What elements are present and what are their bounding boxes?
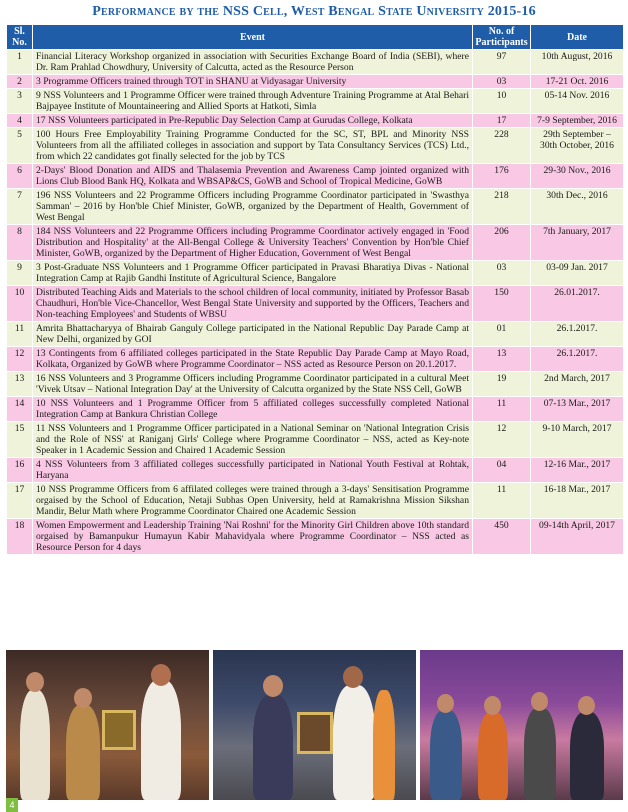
header-participants: No. of Participants — [473, 25, 531, 50]
row-number: 7 — [7, 189, 33, 225]
row-participants: 13 — [473, 347, 531, 372]
page-number: 4 — [6, 798, 18, 812]
row-date: 07-13 Mar., 2017 — [531, 397, 624, 422]
event-photo-1 — [6, 650, 209, 800]
row-number: 3 — [7, 89, 33, 114]
row-event: Financial Literacy Workshop organized in association with Securities Exchange Board of India (SEBI), where Dr. Ram Prahlad Chowdhury, University of Calcutta, acted as the Resource Person — [33, 50, 473, 75]
row-participants: 10 — [473, 89, 531, 114]
row-number: 1 — [7, 50, 33, 75]
row-date: 29-30 Nov., 2016 — [531, 164, 624, 189]
row-event: 3 Post-Graduate NSS Volunteers and 1 Programme Officer participated in Pravasi Bharatiya Divas - National Integration Camp at Rajib Gandhi Institute of Agricultural Science, Bangalore — [33, 261, 473, 286]
table-row — [7, 114, 624, 128]
row-participants: 206 — [473, 225, 531, 261]
row-date: 16-18 Mar., 2017 — [531, 483, 624, 519]
row-number: 8 — [7, 225, 33, 261]
row-number: 9 — [7, 261, 33, 286]
page-title: Performance by the NSS Cell, West Bengal State University 2015-16 — [92, 4, 536, 19]
row-number: 15 — [7, 422, 33, 458]
row-participants: 450 — [473, 519, 531, 555]
row-event: 196 NSS Volunteers and 22 Programme Officers including Programme Coordinator participated in 'Swasthya Samman' – 2016 by Hon'ble Chief Minister, GoWB, organized by the Department of Health, Government of West Bengal — [33, 189, 473, 225]
row-event: 13 Contingents from 6 affiliated colleges participated in the State Republic Day Parade Camp at Mayo Road, Kolkata, Organized by GoWB where Programme Coordinator – NSS acted as Resource Person on 20.1.2017. — [33, 347, 473, 372]
row-number: 16 — [7, 458, 33, 483]
table-row — [7, 286, 624, 322]
table-row — [7, 128, 624, 164]
row-date: 30th Dec., 2016 — [531, 189, 624, 225]
row-date: 26.1.2017. — [531, 322, 624, 347]
row-event: 2-Days' Blood Donation and AIDS and Thalasemia Prevention and Awareness Camp jointed organized with Lions Club Blood Bank HQ, Kolkata and WBSAP&CS, GoWB and School of Tropical Medicine, GoWB — [33, 164, 473, 189]
row-number: 18 — [7, 519, 33, 555]
table-row — [7, 519, 624, 555]
table-row — [7, 458, 624, 483]
table-row — [7, 225, 624, 261]
header-sl-no: Sl. No. — [7, 25, 33, 50]
row-date: 7th January, 2017 — [531, 225, 624, 261]
table-row — [7, 89, 624, 114]
row-participants: 176 — [473, 164, 531, 189]
table-row — [7, 372, 624, 397]
row-date: 26.1.2017. — [531, 347, 624, 372]
row-event: 9 NSS Volunteers and 1 Programme Officer were trained through Adventure Training Programme at Atal Behari Bajpayee Institute of Mountaineering and Allied Sports at Hatkoti, Simla — [33, 89, 473, 114]
row-participants: 01 — [473, 322, 531, 347]
row-date: 2nd March, 2017 — [531, 372, 624, 397]
row-participants: 12 — [473, 422, 531, 458]
row-participants: 03 — [473, 75, 531, 89]
table-header-row — [7, 25, 624, 50]
table-row — [7, 50, 624, 75]
row-date: 7-9 September, 2016 — [531, 114, 624, 128]
table-row — [7, 347, 624, 372]
row-date: 05-14 Nov. 2016 — [531, 89, 624, 114]
table-row — [7, 261, 624, 286]
table-row — [7, 483, 624, 519]
row-participants: 19 — [473, 372, 531, 397]
table-row — [7, 75, 624, 89]
event-photo-3 — [420, 650, 623, 800]
row-participants: 03 — [473, 261, 531, 286]
row-event: 4 NSS Volunteers from 3 affiliated colleges successfully participated in National Youth Festival at Rohtak, Haryana — [33, 458, 473, 483]
row-date: 26.01.2017. — [531, 286, 624, 322]
row-participants: 150 — [473, 286, 531, 322]
row-date: 29th September – 30th October, 2016 — [531, 128, 624, 164]
row-participants: 228 — [473, 128, 531, 164]
row-event: Women Empowerment and Leadership Training 'Nai Roshni' for the Minority Girl Children above 10th standard orgaised by Bamanpukur Humayun Kabir Mahavidyala where Programme Coordinator – NSS acted as Resource Person for 4 days — [33, 519, 473, 555]
row-date: 17-21 Oct. 2016 — [531, 75, 624, 89]
row-number: 13 — [7, 372, 33, 397]
row-event: Amrita Bhattacharyya of Bhairab Ganguly College participated in the National Republic Day Parade Camp at New Delhi, organized by GOI — [33, 322, 473, 347]
row-number: 17 — [7, 483, 33, 519]
row-number: 12 — [7, 347, 33, 372]
row-number: 2 — [7, 75, 33, 89]
header-date: Date — [531, 25, 624, 50]
row-date: 9-10 March, 2017 — [531, 422, 624, 458]
row-number: 4 — [7, 114, 33, 128]
photo-strip — [6, 650, 623, 800]
row-event: 16 NSS Volunteers and 3 Programme Officers including Programme Coordinator participated in a cultural Meet 'Vivek Utsav – National Integration Day' at the University of Calcutta organized by the State NSS Cell, GoWB — [33, 372, 473, 397]
row-participants: 04 — [473, 458, 531, 483]
table-row — [7, 164, 624, 189]
row-participants: 11 — [473, 397, 531, 422]
row-event: 17 NSS Volunteers participated in Pre-Republic Day Selection Camp at Gurudas College, Kolkata — [33, 114, 473, 128]
row-event: 11 NSS Volunteers and 1 Programme Officer participated in a National Seminar on 'National Integration Crisis and the Role of NSS' at Raniganj Girls' College where Programme Coordinator – NSS, acted as Key-note Speaker in 1 Academic Session and Chaired 1 Academic Session — [33, 422, 473, 458]
table-row — [7, 322, 624, 347]
row-number: 10 — [7, 286, 33, 322]
table-row — [7, 422, 624, 458]
event-photo-2 — [213, 650, 416, 800]
row-event: 10 NSS Volunteers and 1 Programme Officer from 5 affiliated colleges successfully completed National Integration Camp at Bankura Christian College — [33, 397, 473, 422]
row-participants: 11 — [473, 483, 531, 519]
row-date: 12-16 Mar., 2017 — [531, 458, 624, 483]
row-number: 11 — [7, 322, 33, 347]
row-event: 184 NSS Volunteers and 22 Programme Officers including Programme Coordinator actively engaged in 'Food Distribution and Hospitality' at the All-Bengal College & University Teachers' Convention by Hon'ble Chief Minister, GoWB, organized by the Department of Higher Education, Government of West Bengal — [33, 225, 473, 261]
row-event: 100 Hours Free Employability Training Programme Conducted for the SC, ST, BPL and Minority NSS Volunteers from all the affiliated colleges in association and support by Tata Consultancy Services (TCS) Ltd., from which 22 candidates got finally selected for the job by TCS — [33, 128, 473, 164]
row-date: 09-14th April, 2017 — [531, 519, 624, 555]
row-number: 5 — [7, 128, 33, 164]
row-number: 14 — [7, 397, 33, 422]
row-event: 3 Programme Officers trained through TOT in SHANU at Vidyasagar University — [33, 75, 473, 89]
row-number: 6 — [7, 164, 33, 189]
row-participants: 97 — [473, 50, 531, 75]
performance-table — [6, 24, 624, 555]
table-row — [7, 397, 624, 422]
header-event: Event — [33, 25, 473, 50]
row-date: 10th August, 2016 — [531, 50, 624, 75]
row-event: 10 NSS Programme Officers from 6 affilated colleges were trained through a 3-days' Sensitisation Programme orgaised by the School of Education, Netaji Subhas Open University, held at Ramakrishna Mission Sikshan Mandir, Belur Math where Programme Coordinator Chaired one Academic Session — [33, 483, 473, 519]
row-participants: 218 — [473, 189, 531, 225]
row-event: Distributed Teaching Aids and Materials to the school children of local community, initiated by Professor Basab Chaudhuri, Hon'ble Vice-Chancellor, West Bengal State University and supported by the Officers, Teachers and Non-teaching Employees' and Students of WBSU — [33, 286, 473, 322]
table-row — [7, 189, 624, 225]
row-participants: 17 — [473, 114, 531, 128]
row-date: 03-09 Jan. 2017 — [531, 261, 624, 286]
